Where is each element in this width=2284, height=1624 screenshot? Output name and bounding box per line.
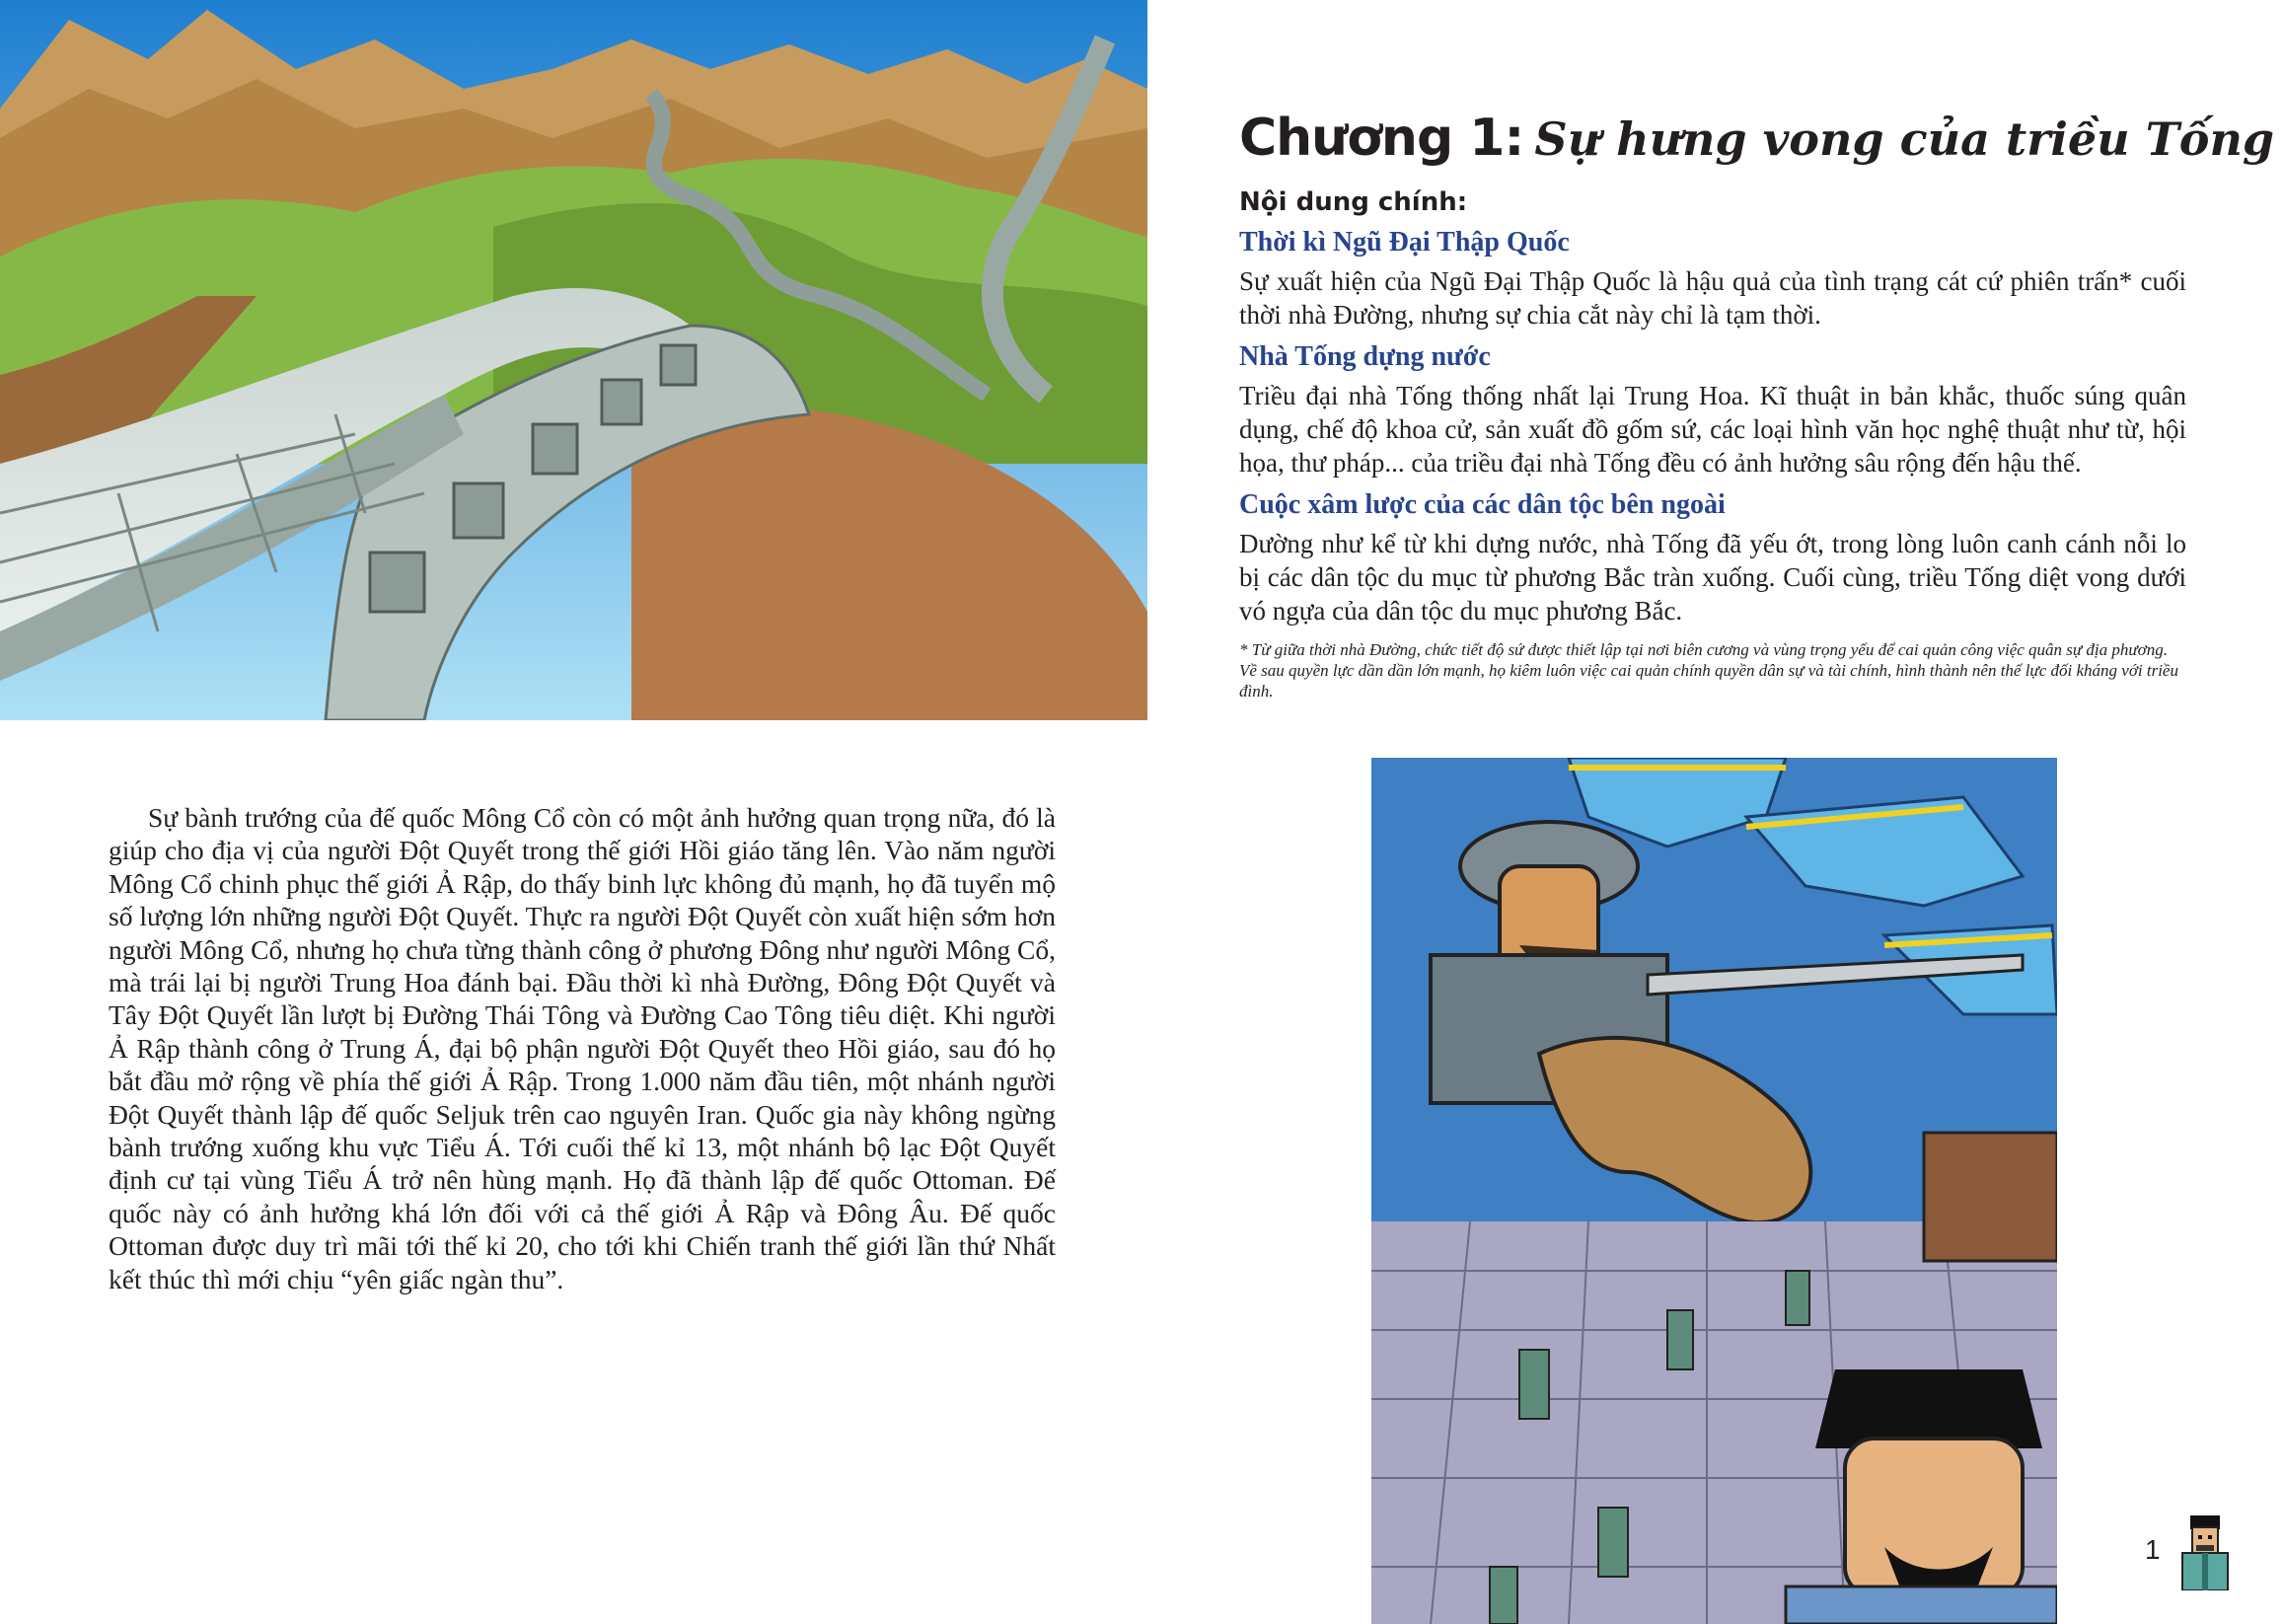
chapter-summary	[1239, 109, 2275, 701]
section-body: Sự xuất hiện của Ngũ Đại Thập Quốc là hậu quả của tình trạng cát cứ phiên trấn* cuối thời nhà Đường, nhưng sự chia cắt này chỉ là tạm thời.	[1239, 266, 2186, 330]
section-body: Triều đại nhà Tống thống nhất lại Trung Hoa. Kĩ thuật in bản khắc, thuốc súng quân dụng, chế độ khoa cử, sản xuất đồ gốm sứ, các loại hình văn học nghệ thuật như từ, hội họa, thư pháp... của triều đại nhà Tống đều có ảnh hưởng sâu rộng đến hậu thế.	[1239, 381, 2186, 478]
song-dynasty-comic	[1371, 758, 2057, 1624]
section-heading: Nhà Tống dựng nước	[1239, 341, 1491, 372]
chapter-title: Sự hưng vong của triều Tống	[1534, 112, 2275, 166]
great-wall-illustration	[0, 0, 1147, 720]
official-robe	[1786, 1587, 2057, 1624]
section-heading: Cuộc xâm lược của các dân tộc bên ngoài	[1239, 489, 1726, 520]
section-heading: Thời kì Ngũ Đại Thập Quốc	[1239, 227, 1570, 258]
chapter-number: Chương 1:	[1239, 109, 1524, 168]
mascot-icon	[2176, 1515, 2234, 1590]
body-paragraph: Sự bành trướng của đế quốc Mông Cổ còn có một ảnh hưởng quan trọng nữa, đó là giúp cho địa vị của người Đột Quyết trong thế giới Hồi giáo tăng lên. Vào năm người Mông Cổ chinh phục thế giới Ả Rập, do thấy binh lực không đủ mạnh, họ đã tuyển mộ số lượng lớn những người Đột Quyết. Thực ra người Đột Quyết còn xuất hiện sớm hơn người Mông Cổ, nhưng họ chưa từng thành công ở phương Đông như người Mông Cổ, mà trái lại bị người Trung Hoa đánh bại. Đầu thời kì nhà Đường, Đông Đột Quyết và Tây Đột Quyết lần lượt bị Đường Thái Tông và Đường Cao Tông tiêu diệt. Khi người Ả Rập thành công ở Trung Á, đại bộ phận người Đột Quyết theo Hồi giáo, sau đó họ bắt đầu mở rộng về phía thế giới Ả Rập. Trong 1.000 năm đầu tiên, một nhánh người Đột Quyết thành lập đế quốc Seljuk trên cao nguyên Iran. Quốc gia này không ngừng bành trướng xuống khu vực Tiểu Á. Tới cuối thế kỉ 13, một nhánh bộ lạc Đột Quyết định cư tại vùng Tiểu Á trở nên hùng mạnh. Họ đã thành lập đế quốc Ottoman. Đế quốc này có ảnh hưởng khá lớn đối với cả thế giới Ả Rập và Đông Âu. Đế quốc Ottoman được duy trì mãi tới thế kỉ 20, cho tới khi Chiến tranh thế giới lần thứ Nhất kết thúc thì mới chịu “yên giấc ngàn thu”.	[109, 802, 1056, 1294]
footnote: * Từ giữa thời nhà Đường, chức tiết độ sứ được thiết lập tại nơi biên cương và vùng trọng yếu để cai quản công việc quân sự địa phương. Về sau quyền lực dần dần lớn mạnh, họ kiêm luôn việc cai quản chính quyền dân sự và tài chính, hình thành nên thế lực đối kháng với triều đình.	[1239, 640, 2178, 701]
main-content-label: Nội dung chính:	[1239, 187, 1468, 217]
section-body: Dường như kể từ khi dựng nước, nhà Tống đã yếu ớt, trong lòng luôn canh cánh nỗi lo bị các dân tộc du mục từ phương Bắc tràn xuống. Cuối cùng, triều Tống diệt vong dưới vó ngựa của dân tộc du mục phương Bắc.	[1239, 529, 2186, 626]
chapter-heading	[1239, 109, 2275, 174]
palace-building	[1924, 1133, 2057, 1261]
page-number: 1	[2145, 1534, 2161, 1565]
